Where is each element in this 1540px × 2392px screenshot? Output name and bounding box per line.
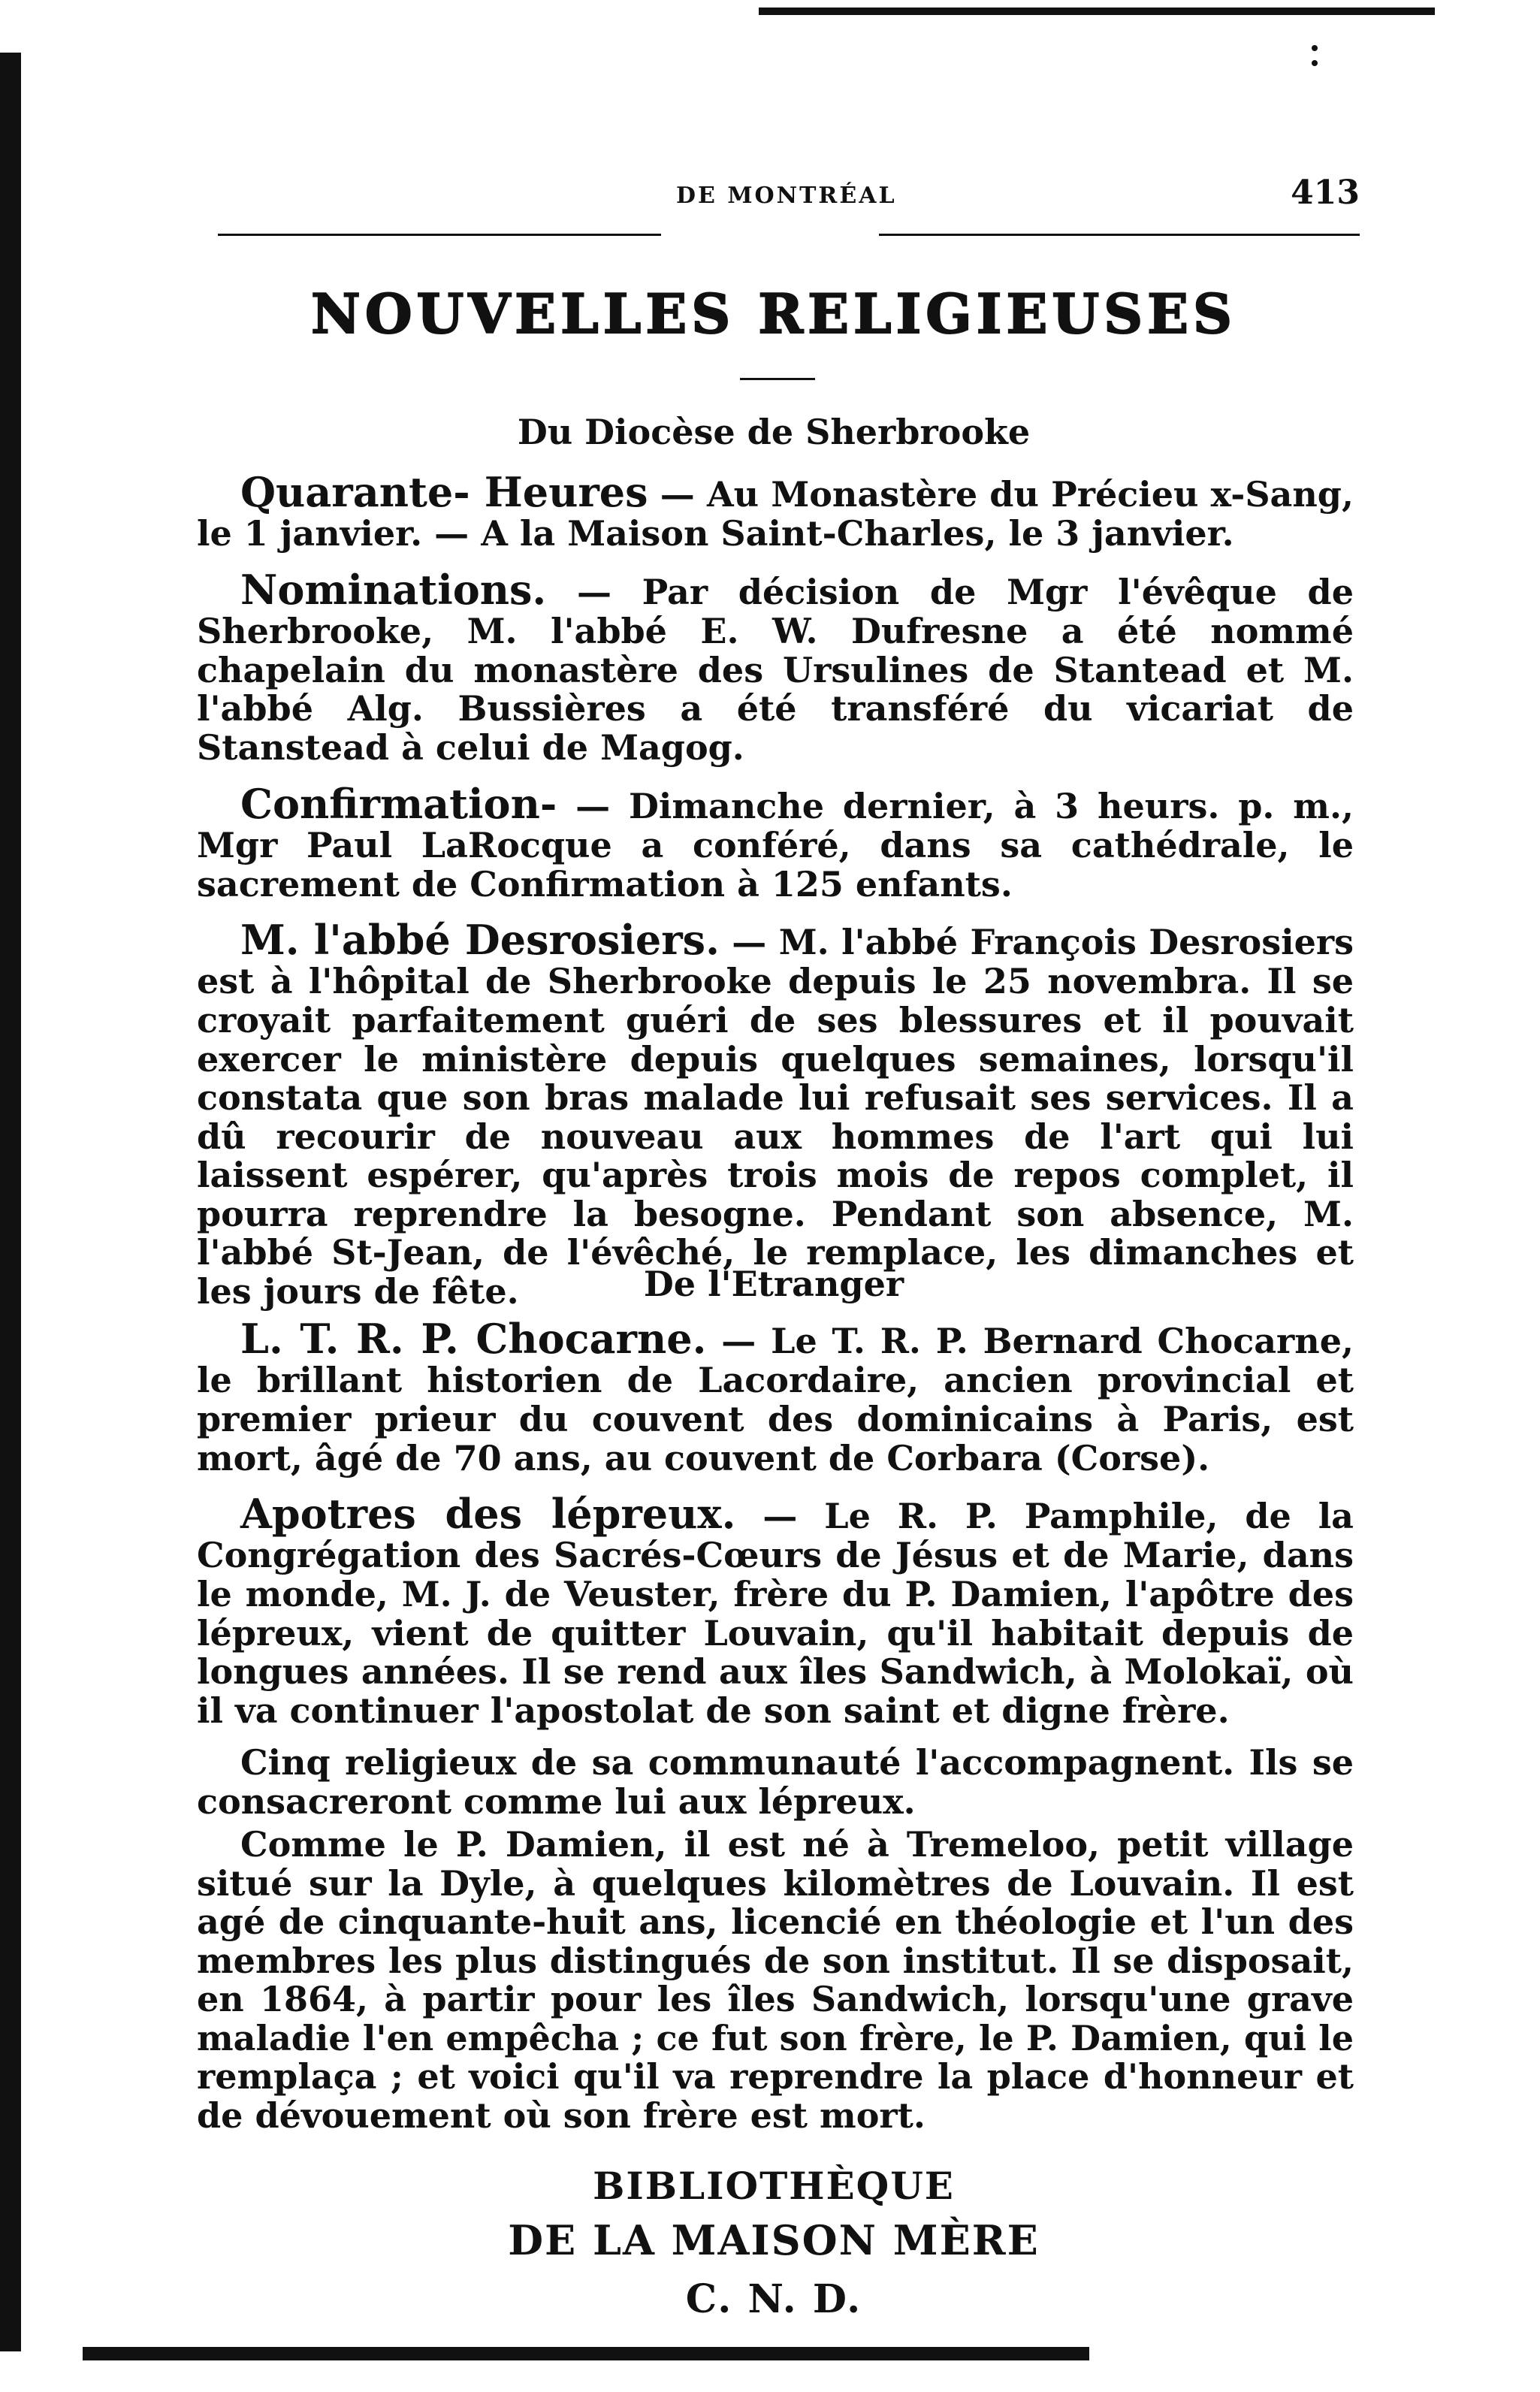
paragraph — [197, 470, 1354, 554]
running-head — [203, 169, 1360, 229]
scan-speck — [1312, 45, 1318, 51]
paragraph — [197, 1491, 1354, 1730]
paragraph-lead: L. T. R. P. Chocarne. — [240, 1315, 707, 1363]
subheading-sherbrooke: Du Diocèse de Sherbrooke — [517, 412, 1031, 452]
paragraph-lead: Nominations. — [240, 565, 547, 614]
etranger-section — [197, 1316, 1354, 2149]
scan-bottom-rule — [83, 2347, 1089, 2360]
section-title: NOUVELLES RELIGIEUSES — [311, 282, 1237, 346]
paragraph — [197, 781, 1354, 905]
paragraph-text: — Au Monastère du Précieu x-Sang, le 1 janvier. — A la Maison Saint-Charles, le 3 janvier. — [197, 474, 1354, 554]
paragraph-lead: Apotres des lépreux. — [240, 1490, 736, 1539]
paragraph-text: Comme le P. Damien, il est né à Tremeloo, petit village situé sur la Dyle, à quelques kilomètres de Louvain. Il est agé de cinquante-huit ans, licencié en théologie et l'un des membres les plus distingués de son institut. Il se disposait, en 1864, à partir pour les îles Sandwich, lorsqu'une grave maladie l'en empêcha ; ce fut son frère, le P. Damien, qui le remplaça ; et voici qu'il va reprendre la place d'honneur et de dévouement où son frère est mort. — [197, 1824, 1354, 2136]
paragraph-text: — Le T. R. P. Bernard Chocarne, le brillant historien de Lacordaire, ancien provincial et premier prieur du couvent des dominicains à Paris, est mort, âgé de 70 ans, au couvent de Corbara (Corse). — [197, 1321, 1354, 1478]
scan-left-margin-bar — [0, 53, 21, 2351]
library-stamp-line-2: DE LA MAISON MÈRE — [508, 2216, 1040, 2264]
paragraph-lead: M. l'abbé Desrosiers. — [240, 916, 720, 965]
library-stamp-line-1: BIBLIOTHÈQUE — [593, 2164, 955, 2208]
scan-speck — [1312, 60, 1318, 66]
paragraph — [197, 567, 1354, 768]
paragraph — [197, 1316, 1354, 1478]
paragraph-text: Cinq religieux de sa communauté l'accompagnent. Ils se consacreront comme lui aux lépreux. — [197, 1742, 1354, 1822]
head-rule-right — [879, 234, 1360, 236]
paragraph-text: — Le R. P. Pamphile, de la Congrégation des Sacrés-Cœurs de Jésus et de Marie, dans le monde, M. J. de Veuster, frère du P. Damien, l'apôtre des lépreux, vient de quitter Louvain, qu'il habitait depuis de longues années. Il se rend aux îles Sandwich, à Molokaï, où il va continuer l'apostolat de son saint et digne frère. — [197, 1496, 1354, 1731]
scan-top-rule — [759, 8, 1435, 15]
paragraph-lead: Confirmation- — [240, 779, 557, 828]
paragraph-text: — M. l'abbé François Desrosiers est à l'hôpital de Sherbrooke depuis le 25 novembra. Il se croyait parfaitement guéri de ses blessures et il pouvait exercer le ministère depuis quelques semaines, lorsqu'il constata que son bras malade lui refusait ses services. Il a dû recourir de nouveau aux hommes de l'art qui lui laissent espérer, qu'après trois mois de repos complet, il pourra reprendre la besogne. Pendant son absence, M. l'abbé St-Jean, de l'évêché, le remplace, les dimanches et les jours de fête. — [197, 922, 1354, 1312]
paragraph-text: — Dimanche dernier, à 3 heurs. p. m., Mgr Paul LaRocque a conféré, dans sa cathédrale, le sacrement de Confirmation à 125 enfants. — [197, 785, 1354, 905]
page-number: 413 — [1291, 174, 1360, 212]
sherbrooke-section — [197, 470, 1354, 1324]
paragraph-lead: Quarante- Heures — [240, 468, 648, 516]
head-rule-left — [218, 234, 661, 236]
running-title: DE MONTRÉAL — [676, 183, 897, 209]
title-rule — [740, 378, 815, 380]
paragraph-text: — Par décision de Mgr l'évêque de Sherbrooke, M. l'abbé E. W. Dufresne a été nommé chapelain du monastère des Ursulines de Stantead et M. l'abbé Alg. Bussières a été transféré du vicariat de Stanstead à celui de Magog. — [197, 571, 1354, 768]
paragraph — [197, 917, 1354, 1311]
library-stamp-line-3: C. N. D. — [685, 2276, 862, 2322]
paragraph — [197, 1744, 1354, 1821]
subheading-etranger: De l'Etranger — [643, 1264, 904, 1304]
paragraph — [197, 1826, 1354, 2135]
